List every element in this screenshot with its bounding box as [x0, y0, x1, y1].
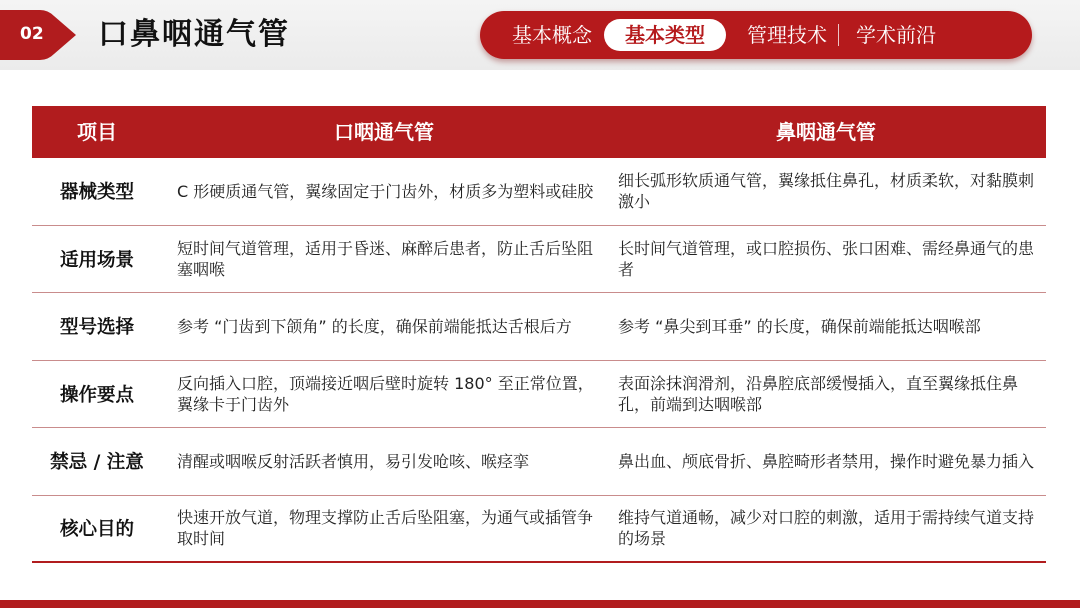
table-row	[32, 361, 1046, 429]
oral-cell: 短时间气道管理，适用于昏迷、麻醉后患者，防止舌后坠阻塞咽喉	[177, 238, 594, 279]
footer-accent-bar	[0, 600, 1080, 608]
tab-academic-frontier[interactable]: 学术前沿	[856, 23, 936, 47]
section-number: 02	[20, 24, 44, 44]
table-row	[32, 293, 1046, 361]
row-label: 核心目的	[59, 519, 134, 541]
nasal-cell: 参考 “鼻尖到耳垂” 的长度，确保前端能抵达咽喉部	[618, 316, 981, 336]
row-label: 禁忌 / 注意	[50, 452, 144, 474]
oral-cell: C 形硬质通气管，翼缘固定于门齿外，材质多为塑料或硅胶	[177, 181, 594, 201]
table-row	[32, 496, 1046, 564]
row-label: 操作要点	[59, 384, 134, 406]
nasal-cell: 表面涂抹润滑剂，沿鼻腔底部缓慢插入，直至翼缘抵住鼻孔，前端到达咽喉部	[618, 373, 1019, 414]
nasal-cell: 鼻出血、颅底骨折、鼻腔畸形者禁用，操作时避免暴力插入	[618, 451, 1035, 471]
tab-basic-types[interactable]: 基本类型	[604, 19, 726, 51]
header-nasopharyngeal: 鼻咽通气管	[776, 120, 876, 144]
slide-header	[0, 0, 1080, 70]
row-label: 器械类型	[59, 182, 134, 204]
nasal-cell: 维持气道通畅，减少对口腔的刺激，适用于需持续气道支持的场景	[618, 508, 1035, 549]
nasal-cell: 细长弧形软质通气管，翼缘抵住鼻孔，材质柔软，对黏膜刺激小	[618, 171, 1035, 212]
oral-cell: 参考 “门齿到下颌角” 的长度，确保前端能抵达舌根后方	[177, 316, 572, 336]
nasal-cell: 长时间气道管理，或口腔损伤、张口困难、需经鼻通气的患者	[618, 238, 1035, 279]
table-row	[32, 226, 1046, 294]
tab-management-techniques[interactable]: 管理技术	[747, 23, 827, 47]
table-row	[32, 428, 1046, 496]
header-item: 项目	[77, 120, 117, 144]
row-label: 型号选择	[59, 317, 134, 339]
section-tabs	[480, 11, 1032, 59]
comparison-table	[32, 106, 1046, 563]
section-number-badge	[0, 10, 78, 60]
tab-basic-concept[interactable]: 基本概念	[512, 23, 592, 47]
row-label: 适用场景	[59, 249, 134, 271]
oral-cell: 反向插入口腔，顶端接近咽后壁时旋转 180° 至正常位置，翼缘卡于门齿外	[177, 373, 594, 414]
tab-divider	[838, 24, 839, 46]
table-header	[32, 106, 1046, 158]
header-oropharyngeal: 口咽通气管	[334, 120, 434, 144]
oral-cell: 清醒或咽喉反射活跃者慎用，易引发呛咳、喉痉挛	[177, 451, 530, 471]
table-row	[32, 158, 1046, 226]
page-title: 口鼻咽通气管	[98, 17, 290, 52]
oral-cell: 快速开放气道，物理支撑防止舌后坠阻塞，为通气或插管争取时间	[177, 508, 594, 549]
